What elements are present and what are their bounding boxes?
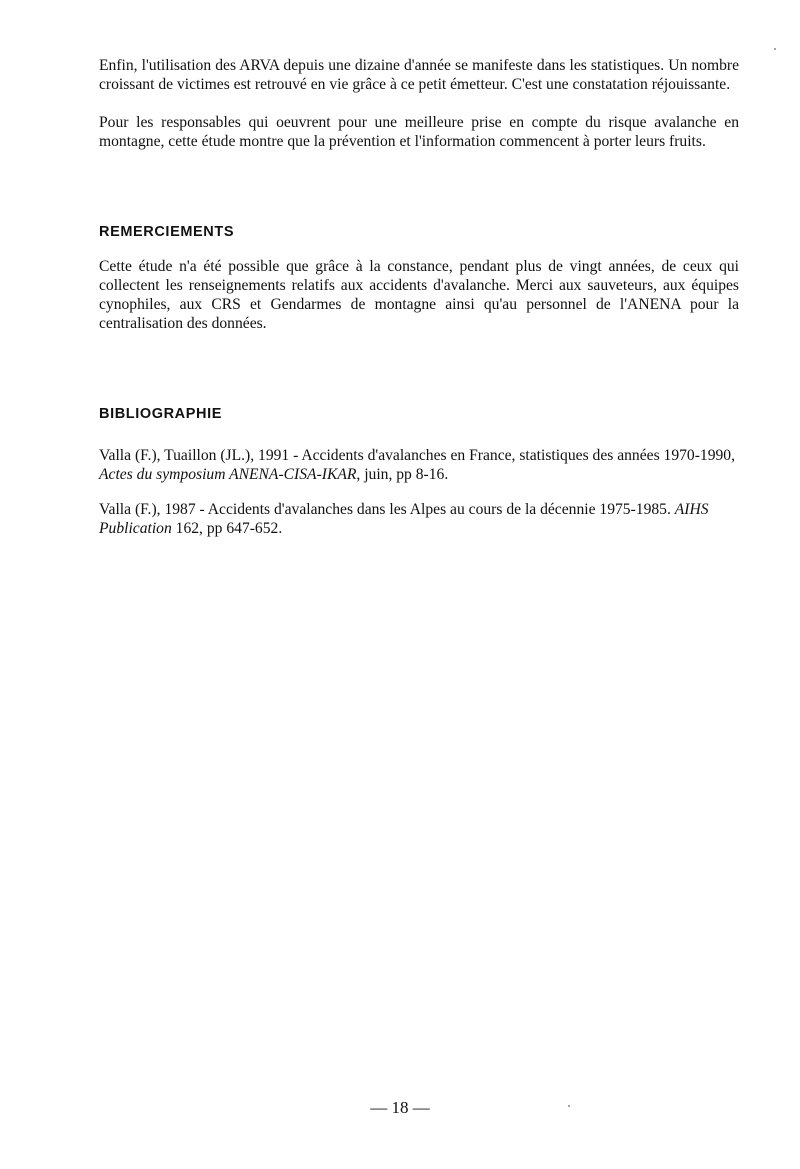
reference-source: AIHS Publication <box>99 501 709 537</box>
reference-details: , juin, pp 8-16. <box>356 466 449 483</box>
document-page <box>99 56 739 538</box>
remerciements-paragraph: Cette étude n'a été possible que grâce à la constance, pendant plus de vingt années, de ceux qui collectent les renseignements relatifs aux accidents d'avalanche. Merci aux sauveteurs, aux équipes cynophiles, aux CRS et Gendarmes de montagne ainsi qu'au personnel de l'ANENA pour la centralisation des données. <box>99 258 739 332</box>
reference-authors-title: Valla (F.), Tuaillon (JL.), 1991 - Accidents d'avalanches en France, statistiques des années 1970-1990, <box>99 447 736 464</box>
bibliography-reference-2 <box>99 500 739 538</box>
remerciements-heading: REMERCIEMENTS <box>99 224 235 240</box>
bibliographie-heading: BIBLIOGRAPHIE <box>99 406 222 422</box>
scan-speck <box>568 1105 570 1107</box>
page-number: — 18 — <box>370 1098 430 1117</box>
conclusion-paragraph-1: Enfin, l'utilisation des ARVA depuis une dizaine d'année se manifeste dans les statistiques. Un nombre croissant de victimes est retrouvé en vie grâce à ce petit émetteur. C'est une constatation réjouissante. <box>99 57 739 93</box>
scan-speck <box>774 48 776 50</box>
reference-details: 162, pp 647-652. <box>171 520 283 537</box>
conclusion-paragraph-2: Pour les responsables qui oeuvrent pour une meilleure prise en compte du risque avalanche en montagne, cette étude montre que la prévention et l'information commencent à porter leurs fruits. <box>99 114 739 150</box>
reference-source: Actes du symposium ANENA-CISA-IKAR <box>99 466 357 483</box>
reference-authors-title: Valla (F.), 1987 - Accidents d'avalanches dans les Alpes au cours de la décennie 1975-1985. <box>99 501 675 518</box>
bibliography-reference-1 <box>99 446 739 484</box>
